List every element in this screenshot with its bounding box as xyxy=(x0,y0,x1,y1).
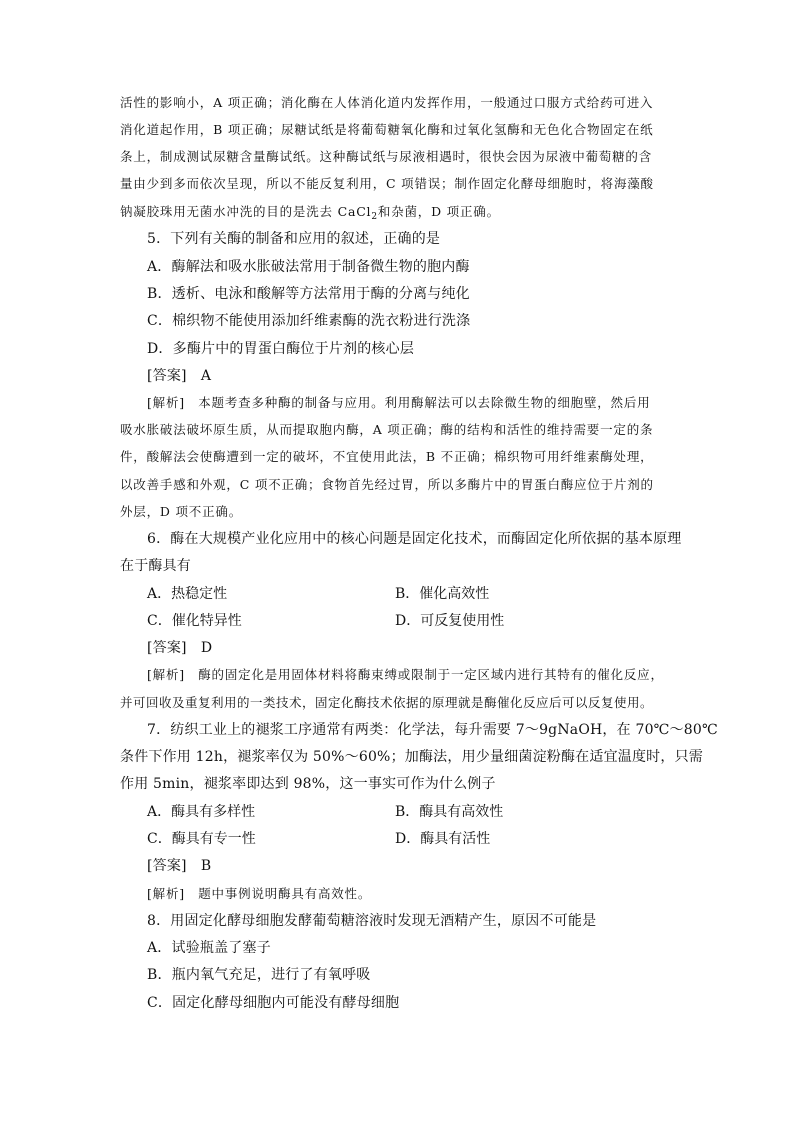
q5-explanation-4: 以改善手感和外观，C 项不正确；食物首先经过胃，所以多酶片中的胃蛋白酶应位于片剂的 xyxy=(120,477,654,492)
q7-stem-1: 7．纺织工业上的褪浆工序通常有两类：化学法，每升需要 7～9gNaOH，在 70℃～80℃ xyxy=(147,722,718,738)
q7-explanation-1: [解析] 题中事例说明酶具有高效性。 xyxy=(147,886,372,901)
q5-option-a: A．酶解法和吸水胀破法常用于制备微生物的胞内酶 xyxy=(147,259,470,275)
q8-stem: 8．用固定化酵母细胞发酵葡萄糖溶液时发现无酒精产生，原因不可能是 xyxy=(147,913,597,929)
q7-option-d: D．酶具有活性 xyxy=(395,831,491,847)
q5-answer: [答案] A xyxy=(147,368,212,384)
cacl2-subscript: 2 xyxy=(371,212,378,222)
q8-option-b: B．瓶内氧气充足，进行了有氧呼吸 xyxy=(147,967,371,983)
q6-explanation-1: [解析] 酶的固定化是用固体材料将酶束缚或限制于一定区域内进行其特有的催化反应， xyxy=(147,667,664,682)
intro-line-3: 条上，制成测试尿糖含量酶试纸。这种酶试纸与尿液相遇时，很快会因为尿液中葡萄糖的含 xyxy=(120,149,653,164)
q5-explanation-5: 外层，D 项不正确。 xyxy=(120,504,242,519)
q7-option-c: C．酶具有专一性 xyxy=(147,831,256,847)
intro-line-4: 量由少到多而依次呈现，所以不能反复利用，C 项错误；制作固定化酵母细胞时，将海藻酸 xyxy=(120,176,654,191)
q6-answer: [答案] D xyxy=(147,640,213,656)
q5-stem: 5．下列有关酶的制备和应用的叙述，正确的是 xyxy=(147,231,441,247)
q7-option-b: B．酶具有高效性 xyxy=(395,804,504,820)
q7-stem-2: 条件下作用 12h，褪浆率仅为 50%～60%；加酶法，用少量细菌淀粉酶在适宜温度时，只需 xyxy=(120,749,703,765)
q5-explanation-2: 吸水胀破法破坏原生质，从而提取胞内酶，A 项正确；酶的结构和活性的维持需要一定的条 xyxy=(120,422,654,437)
q6-stem-1: 6．酶在大规模产业化应用中的核心问题是固定化技术，而酶固定化所依据的基本原理 xyxy=(147,531,682,547)
q5-explanation-3: 件，酸解法会使酶遭到一定的破坏，不宜使用此法，B 不正确；棉织物可用纤维素酶处理， xyxy=(120,449,654,464)
intro-line-5-tail: 和杂菌，D 项正确。 xyxy=(377,204,500,219)
q5-option-c: C．棉织物不能使用添加纤维素酶的洗衣粉进行洗涤 xyxy=(147,313,471,329)
intro-line-1: 活性的影响小，A 项正确；消化酶在人体消化道内发挥作用，一般通过口服方式给药可进入 xyxy=(120,95,654,110)
q6-option-c: C．催化特异性 xyxy=(147,613,242,629)
q5-explanation-1: [解析] 本题考查多种酶的制备与应用。利用酶解法可以去除微生物的细胞壁，然后用 xyxy=(147,395,651,410)
q6-option-d: D．可反复使用性 xyxy=(395,613,505,629)
intro-line-5-text: 钠凝胶珠用无菌水冲洗的目的是洗去 CaCl xyxy=(120,204,372,219)
q8-option-c: C．固定化酵母细胞内可能没有酵母细胞 xyxy=(147,995,400,1011)
q5-option-d: D．多酶片中的胃蛋白酶位于片剂的核心层 xyxy=(147,341,415,357)
q7-option-a: A．酶具有多样性 xyxy=(147,804,256,820)
q7-stem-3: 作用 5min，褪浆率即达到 98%，这一事实可作为什么例子 xyxy=(120,776,496,792)
q6-explanation-2: 并可回收及重复利用的一类技术，固定化酶技术依据的原理就是酶催化反应后可以反复使用。 xyxy=(120,695,654,710)
q7-answer: [答案] B xyxy=(147,858,212,874)
q6-stem-2: 在于酶具有 xyxy=(120,558,191,574)
q6-option-a: A．热稳定性 xyxy=(147,586,228,602)
q8-option-a: A．试验瓶盖了塞子 xyxy=(147,940,271,956)
q6-option-b: B．催化高效性 xyxy=(395,586,490,602)
intro-line-2: 消化道起作用，B 项正确；尿糖试纸是将葡萄糖氧化酶和过氧化氢酶和无色化合物固定在纸 xyxy=(120,122,654,137)
q5-option-b: B．透析、电泳和酸解等方法常用于酶的分离与纯化 xyxy=(147,286,470,302)
intro-line-5 xyxy=(120,202,680,227)
